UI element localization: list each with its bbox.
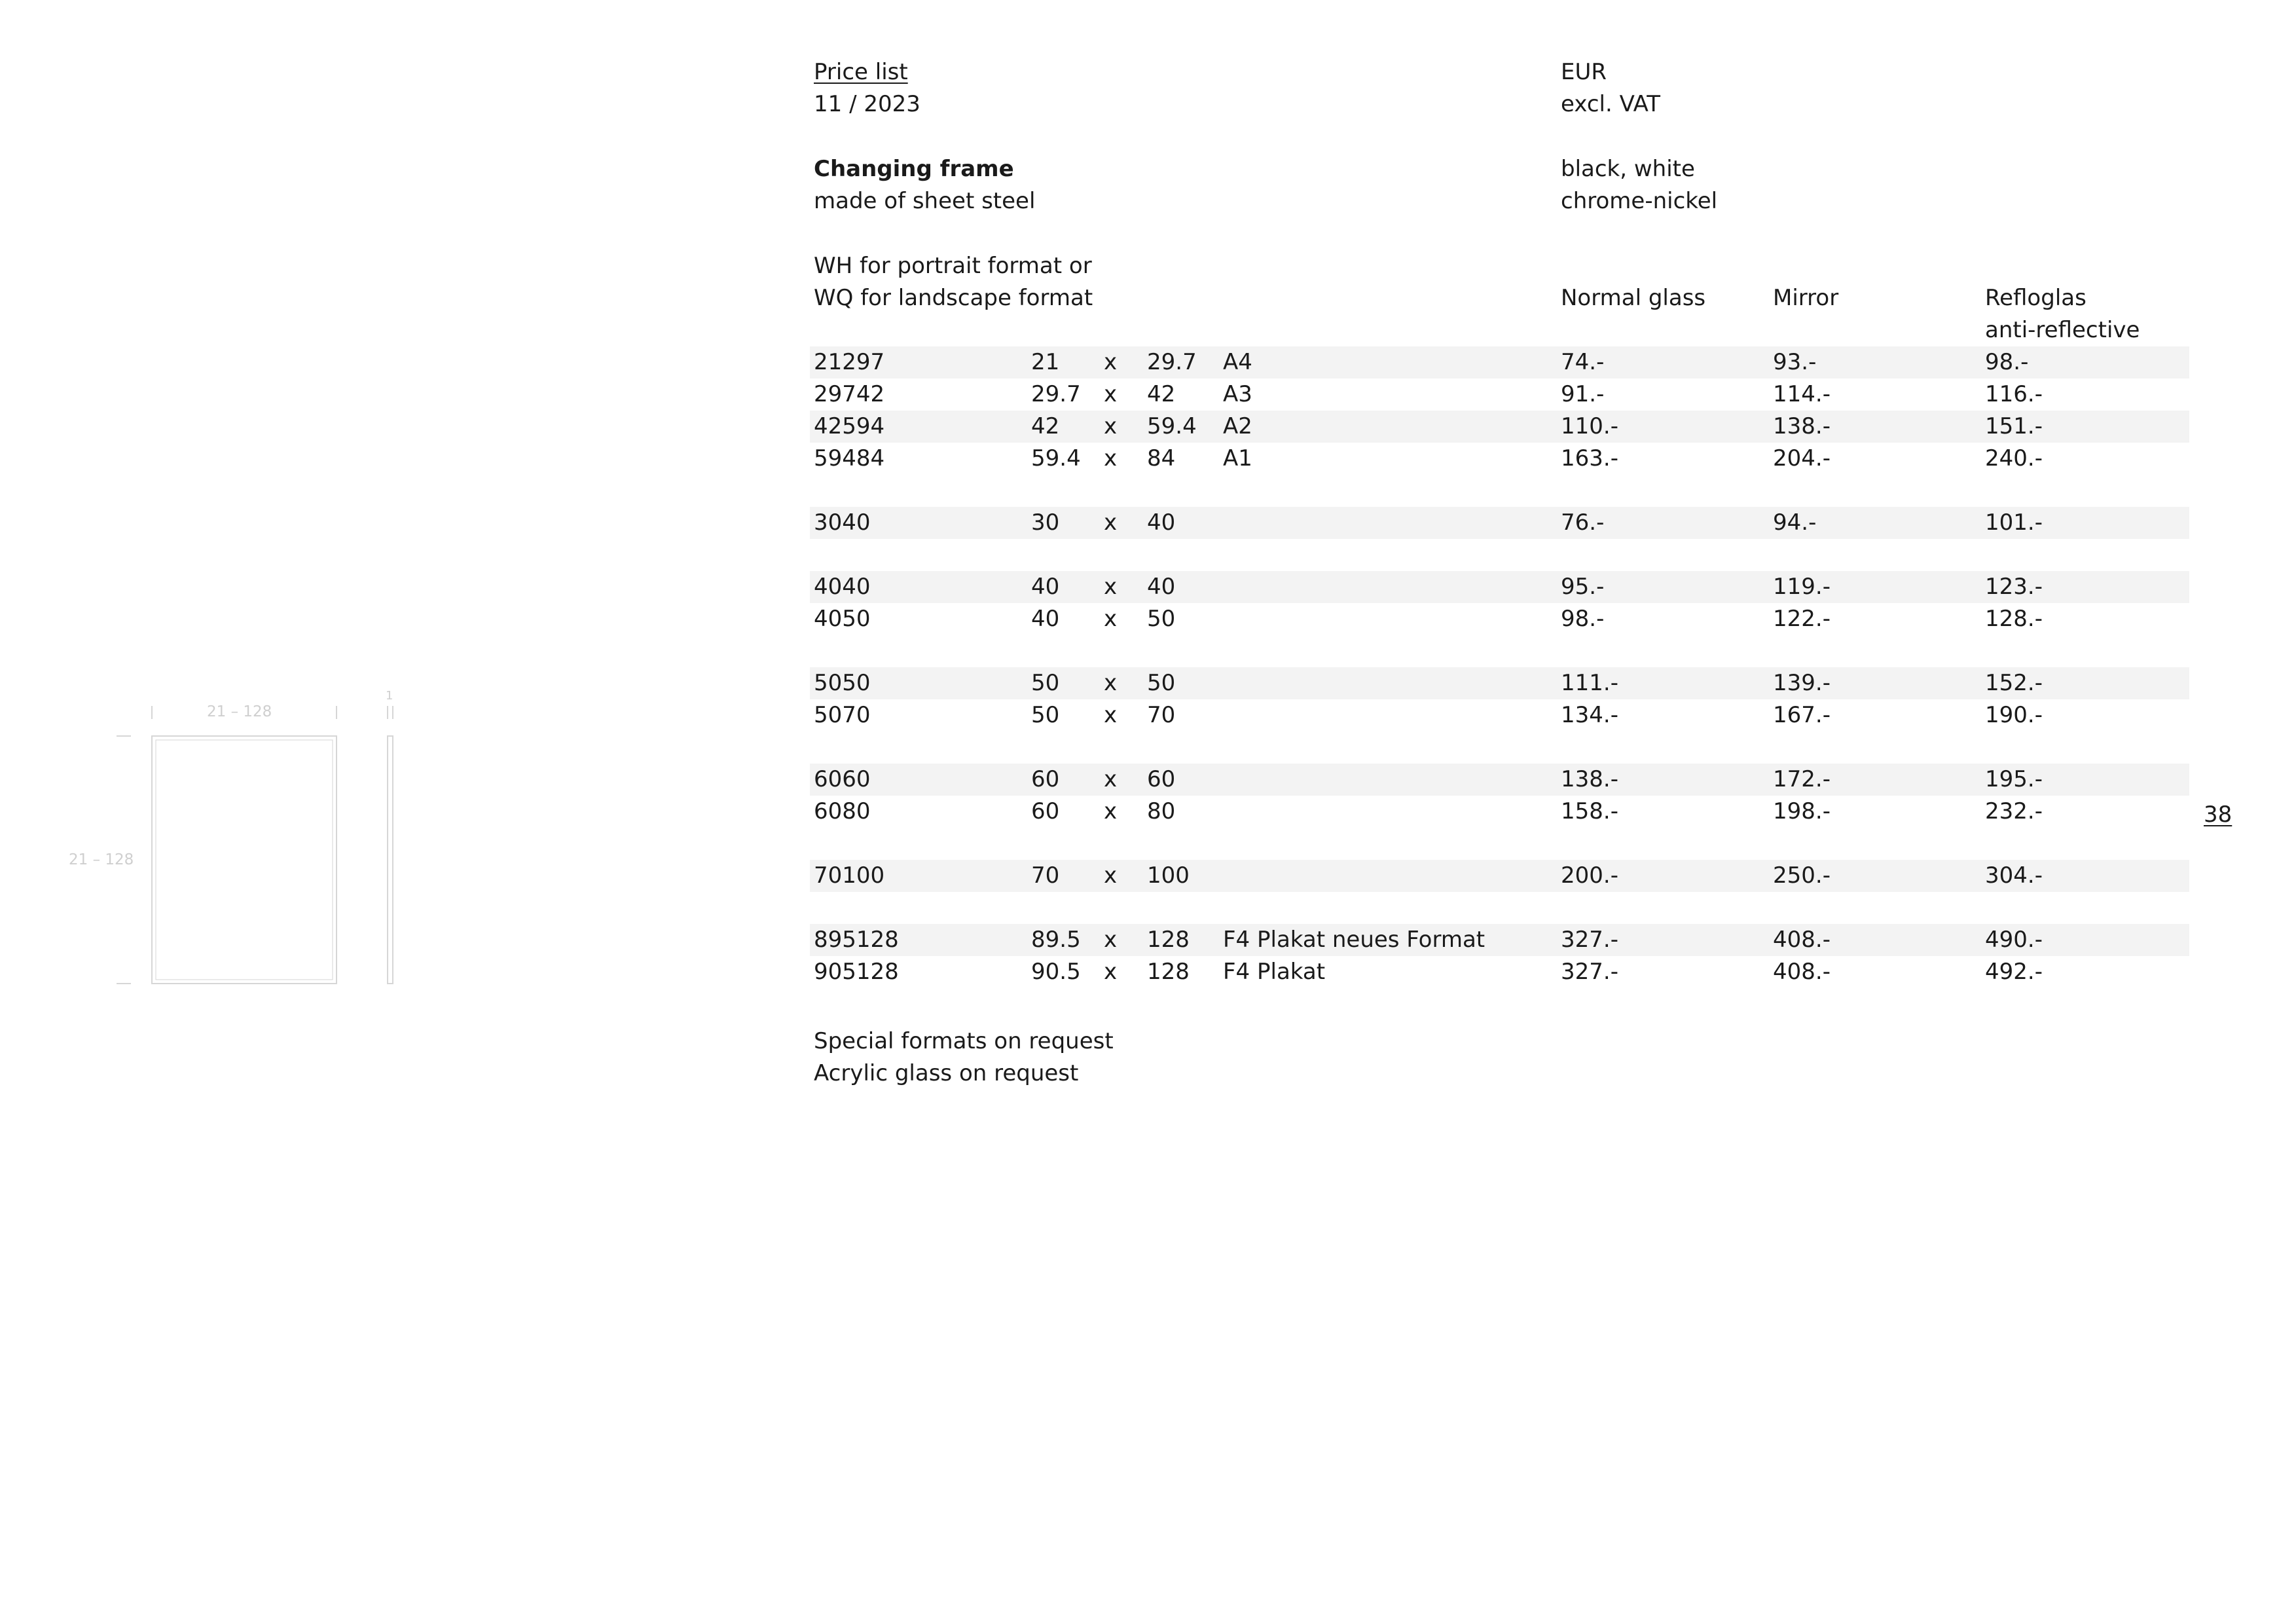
row-height: 80 [1147, 798, 1176, 824]
row-height: 40 [1147, 574, 1176, 600]
row-times-sign: x [1104, 381, 1118, 407]
row-price-normal-glass: 327.- [1561, 927, 1618, 953]
row-price-mirror: 172.- [1773, 766, 1831, 792]
row-code: 6060 [814, 766, 871, 792]
row-price-refloglas: 304.- [1985, 862, 2043, 889]
row-height: 70 [1147, 702, 1176, 728]
price-list-date: 11 / 2023 [814, 91, 920, 117]
row-times-sign: x [1104, 959, 1118, 985]
row-times-sign: x [1104, 574, 1118, 600]
row-code: 5070 [814, 702, 871, 728]
row-price-refloglas: 98.- [1985, 349, 2029, 375]
row-code: 42594 [814, 413, 885, 439]
row-price-mirror: 167.- [1773, 702, 1831, 728]
row-price-normal-glass: 200.- [1561, 862, 1618, 889]
row-height: 50 [1147, 606, 1176, 632]
frame-depth: 1 [386, 689, 393, 703]
row-price-mirror: 93.- [1773, 349, 1817, 375]
column-header-mirror: Mirror [1773, 285, 1839, 311]
row-height: 100 [1147, 862, 1190, 889]
row-price-refloglas: 490.- [1985, 927, 2043, 953]
row-times-sign: x [1104, 413, 1118, 439]
orientation-note-landscape: WQ for landscape format [814, 285, 1093, 311]
row-price-mirror: 139.- [1773, 670, 1831, 696]
column-header-refloglas-sub: anti-reflective [1985, 317, 2140, 343]
row-code: 21297 [814, 349, 885, 375]
product-material: made of sheet steel [814, 188, 1036, 214]
frame-outline-icon [65, 686, 406, 987]
row-width: 50 [1031, 670, 1060, 696]
row-times-sign: x [1104, 349, 1118, 375]
row-price-mirror: 122.- [1773, 606, 1831, 632]
row-code: 4040 [814, 574, 871, 600]
row-price-mirror: 408.- [1773, 959, 1831, 985]
row-price-normal-glass: 158.- [1561, 798, 1618, 824]
row-height: 50 [1147, 670, 1176, 696]
product-colors: black, white [1561, 156, 1695, 182]
row-format: F4 Plakat [1223, 959, 1326, 985]
row-price-normal-glass: 74.- [1561, 349, 1605, 375]
row-height: 60 [1147, 766, 1176, 792]
vat-note: excl. VAT [1561, 91, 1661, 117]
row-width: 60 [1031, 798, 1060, 824]
row-price-refloglas: 492.- [1985, 959, 2043, 985]
page-title: Price list [814, 59, 908, 85]
row-code: 6080 [814, 798, 871, 824]
row-times-sign: x [1104, 670, 1118, 696]
row-price-refloglas: 116.- [1985, 381, 2043, 407]
row-stripe [810, 764, 2189, 796]
row-height: 42 [1147, 381, 1176, 407]
row-price-normal-glass: 91.- [1561, 381, 1605, 407]
row-times-sign: x [1104, 445, 1118, 471]
row-price-refloglas: 190.- [1985, 702, 2043, 728]
row-stripe [810, 411, 2189, 443]
row-price-mirror: 138.- [1773, 413, 1831, 439]
row-height: 40 [1147, 509, 1176, 536]
row-times-sign: x [1104, 509, 1118, 536]
row-times-sign: x [1104, 702, 1118, 728]
row-price-refloglas: 123.- [1985, 574, 2043, 600]
acrylic-glass-note: Acrylic glass on request [814, 1060, 1079, 1086]
row-price-refloglas: 195.- [1985, 766, 2043, 792]
row-times-sign: x [1104, 766, 1118, 792]
row-width: 42 [1031, 413, 1060, 439]
row-width: 50 [1031, 702, 1060, 728]
row-width: 59.4 [1031, 445, 1081, 471]
row-code: 905128 [814, 959, 899, 985]
row-width: 40 [1031, 574, 1060, 600]
row-stripe [810, 667, 2189, 699]
row-price-normal-glass: 134.- [1561, 702, 1618, 728]
column-header-refloglas: Refloglas [1985, 285, 2086, 311]
page-number: 38 [2204, 802, 2232, 828]
row-price-mirror: 250.- [1773, 862, 1831, 889]
row-price-refloglas: 152.- [1985, 670, 2043, 696]
row-price-refloglas: 151.- [1985, 413, 2043, 439]
row-format: A3 [1223, 381, 1252, 407]
row-width: 29.7 [1031, 381, 1081, 407]
row-code: 59484 [814, 445, 885, 471]
row-price-refloglas: 232.- [1985, 798, 2043, 824]
row-price-refloglas: 240.- [1985, 445, 2043, 471]
row-code: 3040 [814, 509, 871, 536]
frame-width-range: 21 – 128 [207, 703, 272, 720]
row-stripe [810, 346, 2189, 378]
row-price-mirror: 408.- [1773, 927, 1831, 953]
row-height: 84 [1147, 445, 1176, 471]
product-name: Changing frame [814, 156, 1014, 182]
row-width: 30 [1031, 509, 1060, 536]
row-code: 4050 [814, 606, 871, 632]
row-width: 40 [1031, 606, 1060, 632]
row-code: 29742 [814, 381, 885, 407]
row-price-normal-glass: 76.- [1561, 509, 1605, 536]
row-price-normal-glass: 327.- [1561, 959, 1618, 985]
row-price-mirror: 198.- [1773, 798, 1831, 824]
frame-height-range: 21 – 128 [69, 851, 134, 868]
row-times-sign: x [1104, 798, 1118, 824]
row-stripe [810, 507, 2189, 539]
row-stripe [810, 924, 2189, 956]
row-height: 59.4 [1147, 413, 1197, 439]
row-width: 70 [1031, 862, 1060, 889]
row-code: 895128 [814, 927, 899, 953]
row-stripe [810, 571, 2189, 603]
row-code: 5050 [814, 670, 871, 696]
row-price-normal-glass: 98.- [1561, 606, 1605, 632]
row-width: 60 [1031, 766, 1060, 792]
row-times-sign: x [1104, 927, 1118, 953]
row-price-normal-glass: 111.- [1561, 670, 1618, 696]
row-width: 21 [1031, 349, 1060, 375]
row-times-sign: x [1104, 862, 1118, 889]
orientation-note-portrait: WH for portrait format or [814, 253, 1092, 279]
row-format: A4 [1223, 349, 1252, 375]
row-times-sign: x [1104, 606, 1118, 632]
row-width: 89.5 [1031, 927, 1081, 953]
frame-dimension-drawing [65, 686, 406, 987]
row-height: 128 [1147, 959, 1190, 985]
currency-label: EUR [1561, 59, 1607, 85]
row-price-normal-glass: 163.- [1561, 445, 1618, 471]
row-format: A1 [1223, 445, 1252, 471]
row-price-mirror: 119.- [1773, 574, 1831, 600]
row-price-normal-glass: 110.- [1561, 413, 1618, 439]
row-format: F4 Plakat neues Format [1223, 927, 1485, 953]
row-code: 70100 [814, 862, 885, 889]
row-stripe [810, 860, 2189, 892]
row-price-refloglas: 128.- [1985, 606, 2043, 632]
row-format: A2 [1223, 413, 1252, 439]
row-height: 29.7 [1147, 349, 1197, 375]
row-price-normal-glass: 95.- [1561, 574, 1605, 600]
row-price-mirror: 94.- [1773, 509, 1817, 536]
row-width: 90.5 [1031, 959, 1081, 985]
row-height: 128 [1147, 927, 1190, 953]
row-price-refloglas: 101.- [1985, 509, 2043, 536]
special-formats-note: Special formats on request [814, 1028, 1114, 1054]
column-header-normal-glass: Normal glass [1561, 285, 1706, 311]
product-finish: chrome-nickel [1561, 188, 1718, 214]
row-price-normal-glass: 138.- [1561, 766, 1618, 792]
row-price-mirror: 114.- [1773, 381, 1831, 407]
row-price-mirror: 204.- [1773, 445, 1831, 471]
